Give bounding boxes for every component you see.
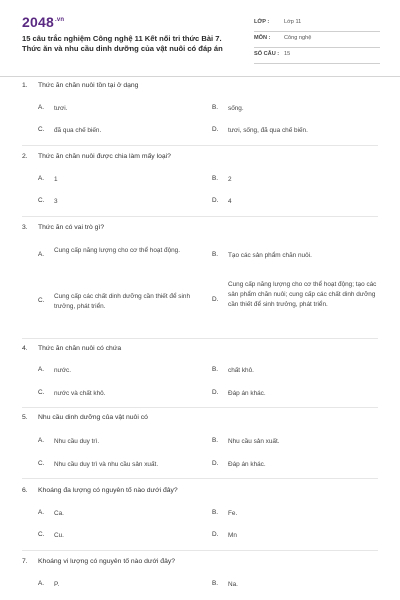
question-divider — [22, 145, 378, 146]
option-text: Tạo các sản phẩm chăn nuôi. — [228, 252, 312, 259]
logo-suffix: .vn — [54, 17, 65, 24]
option-text: tươi. — [54, 105, 68, 112]
meta-row-subject — [254, 32, 380, 48]
question-divider — [22, 478, 378, 479]
document-title: 15 câu trắc nghiệm Công nghệ 11 Kết nối tri thức Bài 7. Thức ăn và nhu cầu dinh dưỡng của vật nuôi có đáp án — [22, 34, 223, 53]
question-5 — [22, 414, 148, 421]
question-1 — [22, 82, 138, 89]
question-number: 3. — [22, 224, 28, 231]
option-text: chất khô. — [228, 367, 254, 374]
logo-text: 2048 — [22, 14, 54, 30]
option-letter: A. — [38, 175, 45, 182]
question-number: 2. — [22, 153, 28, 160]
option-text: nước và chất khô. — [54, 390, 106, 397]
option-a[interactable] — [38, 246, 208, 270]
meta-value: 15 — [284, 51, 291, 57]
option-text: 4 — [228, 198, 232, 205]
option-letter: D. — [212, 197, 219, 204]
option-letter: A. — [38, 251, 45, 258]
option-text: Cung cấp năng lượng cho cơ thể hoạt động; tạo các sản phẩm chăn nuôi; cung cấp các chất dinh dưỡng cần thiết để sinh trưởng, phát triển. — [228, 281, 377, 308]
question-text: Thức ăn chăn nuôi được chia làm mấy loại? — [38, 153, 171, 160]
question-number: 6. — [22, 487, 28, 494]
question-number: 5. — [22, 414, 28, 421]
option-text: Nhu cầu duy trì và nhu cầu sản xuất. — [54, 461, 159, 468]
meta-value: Lớp 11 — [284, 19, 302, 25]
question-text: Thức ăn chăn nuôi có chứa — [38, 345, 122, 352]
question-text: Khoáng đa lượng có nguyên tố nào dưới đây? — [38, 487, 178, 494]
option-letter: A. — [38, 104, 45, 111]
option-letter: A. — [38, 580, 45, 587]
option-text: Mn — [228, 532, 237, 539]
question-text: Thức ăn chăn nuôi tồn tại ở dạng — [38, 82, 139, 89]
option-letter: A. — [38, 437, 45, 444]
option-text: tươi, sống, đã qua chế biến. — [228, 127, 308, 134]
option-text: Ca. — [54, 510, 64, 517]
option-text: 3 — [54, 198, 58, 205]
question-7 — [22, 558, 175, 565]
site-logo[interactable] — [22, 14, 64, 30]
option-letter: B. — [212, 437, 219, 444]
option-text: Cung cấp các chất dinh dưỡng cần thiết để sinh trưởng, phát triển. — [54, 293, 191, 310]
option-text: Nhu cầu sản xuất. — [228, 438, 280, 445]
option-text: nước. — [54, 367, 71, 374]
option-text: P. — [54, 581, 60, 588]
header-divider — [0, 76, 400, 77]
meta-table — [254, 16, 380, 64]
option-text: Fe. — [228, 510, 238, 517]
option-letter: D. — [212, 126, 219, 133]
question-number: 1. — [22, 82, 28, 89]
option-letter: B. — [212, 251, 219, 258]
option-letter: C. — [38, 460, 45, 467]
question-text: Thức ăn có vai trò gì? — [38, 224, 105, 231]
option-text: 1 — [54, 176, 58, 183]
meta-key: SỐ CÂU : — [254, 51, 280, 57]
option-letter: D. — [212, 531, 219, 538]
option-letter: B. — [212, 509, 219, 516]
option-c[interactable] — [38, 292, 208, 316]
meta-row-count — [254, 48, 380, 64]
question-6 — [22, 487, 178, 494]
option-letter: B. — [212, 104, 219, 111]
document-header — [0, 0, 400, 78]
meta-value: Công nghệ — [284, 35, 312, 41]
option-letter: C. — [38, 531, 45, 538]
question-text: Khoáng vi lượng có nguyên tố nào dưới đây? — [38, 558, 176, 565]
option-letter: A. — [38, 366, 45, 373]
option-letter: B. — [212, 175, 219, 182]
question-text: Nhu cầu dinh dưỡng của vật nuôi có — [38, 414, 148, 421]
question-divider — [22, 216, 378, 217]
option-text: Đáp án khác. — [228, 390, 266, 397]
option-text: Na. — [228, 581, 238, 588]
option-letter: D. — [212, 460, 219, 467]
option-letter: B. — [212, 366, 219, 373]
option-text: Nhu cầu duy trì. — [54, 438, 100, 445]
question-3 — [22, 224, 104, 231]
question-2 — [22, 153, 171, 160]
question-number: 7. — [22, 558, 28, 565]
option-letter: B. — [212, 580, 219, 587]
question-divider — [22, 550, 378, 551]
option-text: 2 — [228, 176, 232, 183]
option-letter: C. — [38, 197, 45, 204]
question-number: 4. — [22, 345, 28, 352]
option-text: đã qua chế biến. — [54, 127, 102, 134]
question-divider — [22, 338, 378, 339]
option-letter: C. — [38, 389, 45, 396]
question-4 — [22, 345, 121, 352]
option-letter: D. — [212, 296, 219, 303]
meta-key: MÔN : — [254, 35, 271, 41]
option-d[interactable] — [212, 280, 382, 324]
option-letter: D. — [212, 389, 219, 396]
option-text: Cu. — [54, 532, 64, 539]
question-divider — [22, 407, 378, 408]
option-text: Cung cấp năng lượng cho cơ thể hoạt động. — [54, 247, 181, 254]
option-text: Đáp án khác. — [228, 461, 266, 468]
option-letter: C. — [38, 297, 45, 304]
meta-key: LỚP : — [254, 19, 270, 25]
option-letter: C. — [38, 126, 45, 133]
meta-row-grade — [254, 16, 380, 32]
option-letter: A. — [38, 509, 45, 516]
option-text: sống. — [228, 105, 244, 112]
